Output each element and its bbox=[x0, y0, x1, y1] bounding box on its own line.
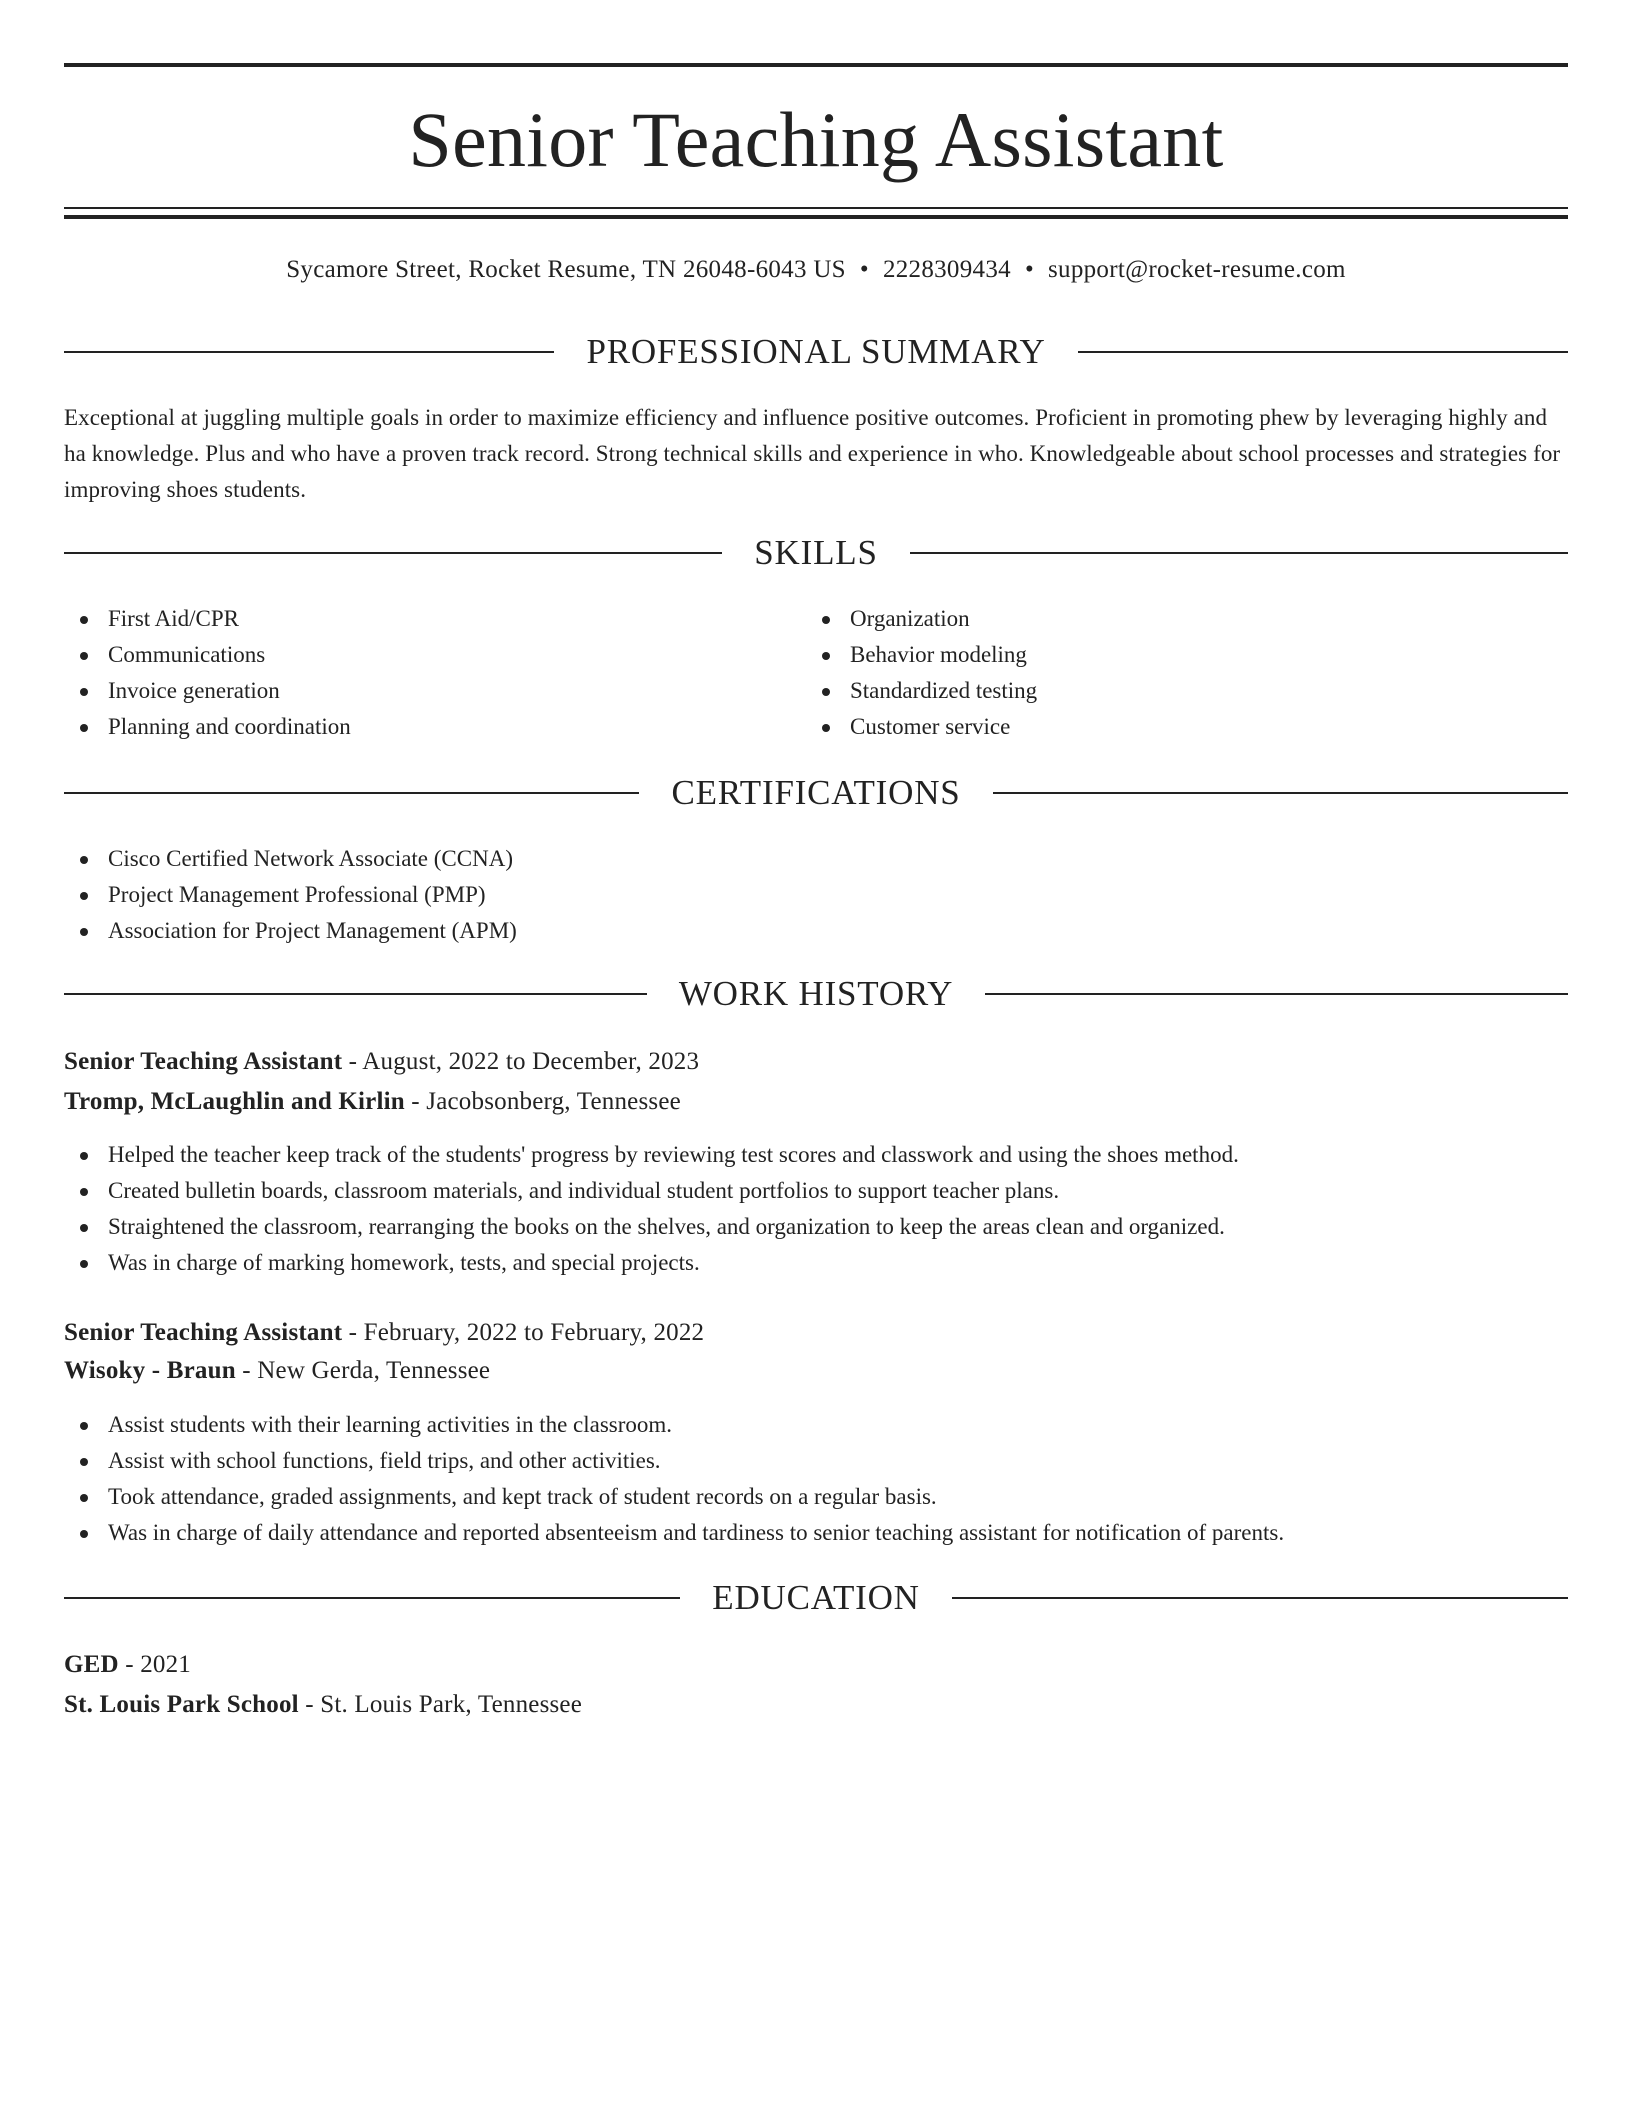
job-title: Senior Teaching Assistant bbox=[64, 1319, 343, 1346]
education-school: St. Louis Park School bbox=[64, 1691, 299, 1718]
contact-separator: • bbox=[1024, 256, 1034, 283]
certification-item: Association for Project Management (APM) bbox=[64, 913, 1568, 949]
job-title: Senior Teaching Assistant bbox=[64, 1048, 343, 1075]
heading-rule-left bbox=[64, 552, 722, 554]
heading-rule-left bbox=[64, 993, 647, 995]
section-heading-work-history bbox=[64, 974, 1568, 1014]
job-duty: Straightened the classroom, rearranging the books on the shelves, and organization to keep the areas clean and organized. bbox=[64, 1209, 1568, 1245]
heading-rule-left bbox=[64, 351, 554, 353]
skills-list-right bbox=[806, 601, 1526, 745]
skill-item: Invoice generation bbox=[64, 673, 784, 709]
heading-rule-right bbox=[952, 1597, 1568, 1599]
job-location: - New Gerda, Tennessee bbox=[235, 1357, 491, 1384]
summary-text: Exceptional at juggling multiple goals in order to maximize efficiency and influence positive outcomes. Proficient in promoting phew by leveraging highly and ha knowledge. Plus and who have a proven track record. Strong technical skills and experience in who. Knowledgeable about school processes and strategies for improving shoes students. bbox=[64, 405, 1561, 502]
section-heading-education bbox=[64, 1578, 1568, 1618]
job-dates: - August, 2022 to December, 2023 bbox=[342, 1048, 700, 1075]
section-heading-certifications bbox=[64, 773, 1568, 813]
job-duties-list bbox=[64, 1137, 1568, 1281]
job-employer-line bbox=[64, 1351, 1568, 1391]
heading-rule-right bbox=[993, 792, 1568, 794]
skill-item: Communications bbox=[64, 637, 784, 673]
job-duty: Helped the teacher keep track of the students' progress by reviewing test scores and classwork and using the shoes method. bbox=[64, 1137, 1568, 1173]
job-location: - Jacobsonberg, Tennessee bbox=[404, 1088, 681, 1115]
contact-email: support@rocket-resume.com bbox=[1048, 256, 1346, 283]
education-degree-line bbox=[64, 1645, 1568, 1685]
education-location: - St. Louis Park, Tennessee bbox=[298, 1691, 583, 1718]
education-degree: GED bbox=[64, 1651, 119, 1678]
section-title: PROFESSIONAL SUMMARY bbox=[586, 332, 1046, 371]
heading-rule-left bbox=[64, 1597, 680, 1599]
education-school-line bbox=[64, 1685, 1568, 1725]
contact-address: Sycamore Street, Rocket Resume, TN 26048-6043 US bbox=[286, 256, 846, 283]
skills-list-left bbox=[64, 601, 784, 745]
header-double-rule-thick bbox=[64, 215, 1568, 219]
section-title: EDUCATION bbox=[712, 1578, 920, 1617]
section-title: SKILLS bbox=[754, 533, 878, 572]
heading-rule-right bbox=[910, 552, 1568, 554]
education-year: - 2021 bbox=[118, 1651, 192, 1678]
certification-item: Cisco Certified Network Associate (CCNA) bbox=[64, 841, 1568, 877]
skill-item: Organization bbox=[806, 601, 1526, 637]
skill-item: First Aid/CPR bbox=[64, 601, 784, 637]
section-heading-summary bbox=[64, 332, 1568, 372]
header-double-rule-thin bbox=[64, 207, 1568, 209]
job-duty: Created bulletin boards, classroom materials, and individual student portfolios to support teacher plans. bbox=[64, 1173, 1568, 1209]
contact-line bbox=[64, 252, 1568, 288]
job-duty: Assist students with their learning activities in the classroom. bbox=[64, 1407, 1568, 1443]
section-title: WORK HISTORY bbox=[678, 974, 954, 1013]
heading-rule-right bbox=[1078, 351, 1568, 353]
header-top-rule bbox=[64, 63, 1568, 67]
job-company: Tromp, McLaughlin and Kirlin bbox=[64, 1088, 405, 1115]
heading-rule-left bbox=[64, 792, 639, 794]
skill-item: Standardized testing bbox=[806, 673, 1526, 709]
section-title: CERTIFICATIONS bbox=[671, 773, 961, 812]
job-title-line bbox=[64, 1042, 1568, 1082]
job-duties-list bbox=[64, 1407, 1568, 1551]
job-duty: Was in charge of marking homework, tests, and special projects. bbox=[64, 1245, 1568, 1281]
job-duty: Took attendance, graded assignments, and kept track of student records on a regular basis. bbox=[64, 1479, 1568, 1515]
job-company: Wisoky - Braun bbox=[64, 1357, 236, 1384]
job-employer-line bbox=[64, 1082, 1568, 1122]
skill-item: Behavior modeling bbox=[806, 637, 1526, 673]
section-heading-skills bbox=[64, 533, 1568, 573]
job-duty: Was in charge of daily attendance and reported absenteeism and tardiness to senior teaching assistant for notification of parents. bbox=[64, 1515, 1568, 1551]
certifications-list bbox=[64, 841, 1568, 949]
skill-item: Customer service bbox=[806, 709, 1526, 745]
certification-item: Project Management Professional (PMP) bbox=[64, 877, 1568, 913]
contact-phone: 2228309434 bbox=[882, 256, 1011, 283]
job-dates: - February, 2022 to February, 2022 bbox=[342, 1319, 705, 1346]
job-title-line bbox=[64, 1313, 1568, 1353]
candidate-name: Senior Teaching Assistant bbox=[408, 96, 1224, 183]
contact-separator: • bbox=[859, 256, 869, 283]
job-duty: Assist with school functions, field trips, and other activities. bbox=[64, 1443, 1568, 1479]
heading-rule-right bbox=[985, 993, 1568, 995]
skill-item: Planning and coordination bbox=[64, 709, 784, 745]
